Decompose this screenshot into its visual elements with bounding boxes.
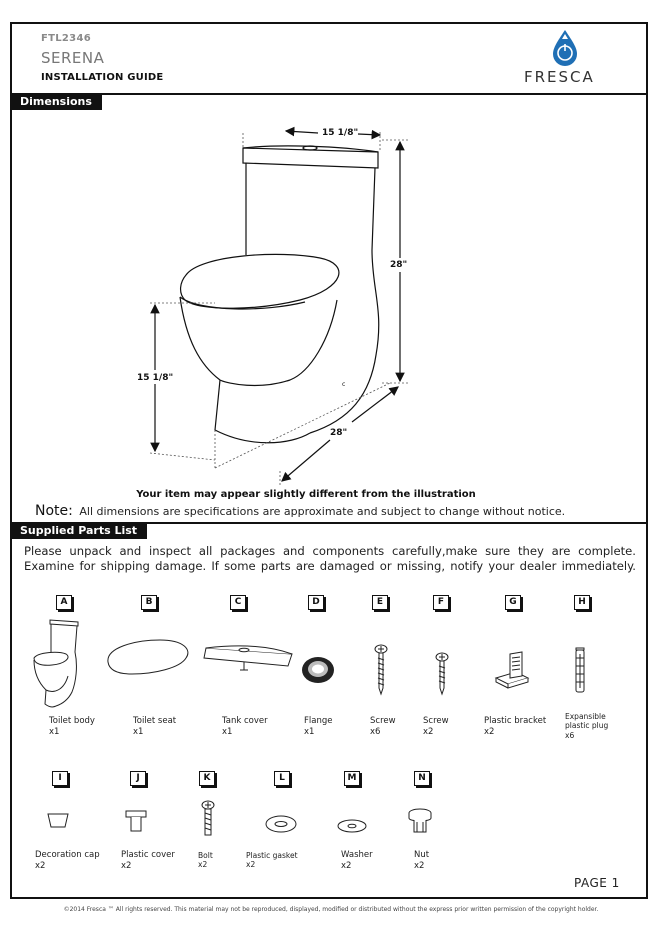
part-qty-n: x2 <box>414 861 425 871</box>
part-qty-b: x1 <box>133 727 144 737</box>
guide-title: INSTALLATION GUIDE <box>41 72 164 83</box>
section-title-parts: Supplied Parts List <box>12 523 147 539</box>
part-letter-d: D <box>308 595 324 610</box>
part-qty-i: x2 <box>35 861 46 871</box>
part-name-f: Screw <box>423 716 449 726</box>
part-letter-c: C <box>230 595 246 610</box>
part-qty-j: x2 <box>121 861 132 871</box>
bowl-height-label: 15 1/8" <box>137 373 174 383</box>
washer-icon <box>336 818 368 834</box>
part-letter-l: L <box>274 771 290 786</box>
part-letter-e: E <box>372 595 388 610</box>
screw-icon <box>373 644 389 696</box>
part-name-n: Nut <box>414 850 430 860</box>
model-name: SERENA <box>41 49 105 67</box>
part-letter-n: N <box>414 771 430 786</box>
part-letter-h: H <box>574 595 590 610</box>
note-text: All dimensions are specifications are approximate and subject to change without notice. <box>79 505 566 518</box>
part-qty-f: x2 <box>423 727 434 737</box>
part-name-i: Decoration cap <box>35 850 100 860</box>
part-name-h: Expansible plastic plug <box>565 712 609 730</box>
intro-line-1: Please unpack and inspect all packages and components carefully,make sure they are complete. <box>24 544 636 558</box>
part-name-g: Plastic bracket <box>484 716 547 726</box>
part-qty-h: x6 <box>565 731 575 740</box>
illustration-disclaimer: Your item may appear slightly different from the illustration <box>136 489 476 500</box>
toilet-seat-icon <box>104 636 192 678</box>
part-name-c: Tank cover <box>222 716 268 726</box>
part-letter-m: M <box>344 771 360 786</box>
screw-icon <box>434 652 450 696</box>
flange-icon <box>300 655 336 685</box>
part-name-a: Toilet body <box>49 716 95 726</box>
total-height-label: 28" <box>390 260 408 270</box>
page-number: PAGE 1 <box>574 876 620 890</box>
decoration-cap-icon <box>45 810 71 830</box>
part-qty-g: x2 <box>484 727 495 737</box>
plastic-plug-icon <box>572 646 588 698</box>
part-name-b: Toilet seat <box>133 716 177 726</box>
copyright-notice: ©2014 Fresca ™ All rights reserved. This material may not be reproduced, displayed, modified or distributed without the express prior written permission of the copyright holder. <box>63 906 599 913</box>
part-letter-i: I <box>52 771 68 786</box>
part-qty-a: x1 <box>49 727 60 737</box>
tank-cover-icon <box>200 642 296 672</box>
part-name-m: Washer <box>341 850 373 860</box>
part-name-e: Screw <box>370 716 396 726</box>
brand-name: FRESCA <box>524 68 595 86</box>
plastic-gasket-icon <box>264 814 298 834</box>
nut-icon <box>406 806 434 838</box>
plastic-bracket-icon <box>492 648 532 692</box>
part-letter-g: G <box>505 595 521 610</box>
depth-label: 28" <box>330 428 348 438</box>
part-qty-k: x2 <box>198 860 208 869</box>
tank-width-label: 15 1/8" <box>322 128 359 138</box>
parts-intro <box>24 544 636 574</box>
part-qty-e: x6 <box>370 727 381 737</box>
bolt-icon <box>200 800 216 838</box>
svg-text:c: c <box>342 381 346 388</box>
part-letter-j: J <box>130 771 146 786</box>
part-qty-c: x1 <box>222 727 233 737</box>
part-letter-b: B <box>141 595 157 610</box>
section-title-dimensions: Dimensions <box>12 94 102 110</box>
part-letter-k: K <box>199 771 215 786</box>
intro-line-2: Examine for shipping damage. If some parts are damaged or missing, notify your dealer immediately. <box>24 559 636 573</box>
part-qty-l: x2 <box>246 860 256 869</box>
part-name-d: Flange <box>304 716 333 726</box>
plastic-cover-icon <box>123 808 149 834</box>
part-letter-a: A <box>56 595 72 610</box>
part-name-l: Plastic gasket <box>246 851 298 860</box>
part-qty-m: x2 <box>341 861 352 871</box>
model-code: FTL2346 <box>41 33 91 44</box>
part-qty-d: x1 <box>304 727 315 737</box>
dimensions-note <box>35 503 565 519</box>
toilet-body-icon <box>28 618 86 710</box>
part-letter-f: F <box>433 595 449 610</box>
part-name-j: Plastic cover <box>121 850 175 860</box>
note-label: Note: <box>35 503 73 519</box>
part-name-k: Bolt <box>198 851 213 860</box>
